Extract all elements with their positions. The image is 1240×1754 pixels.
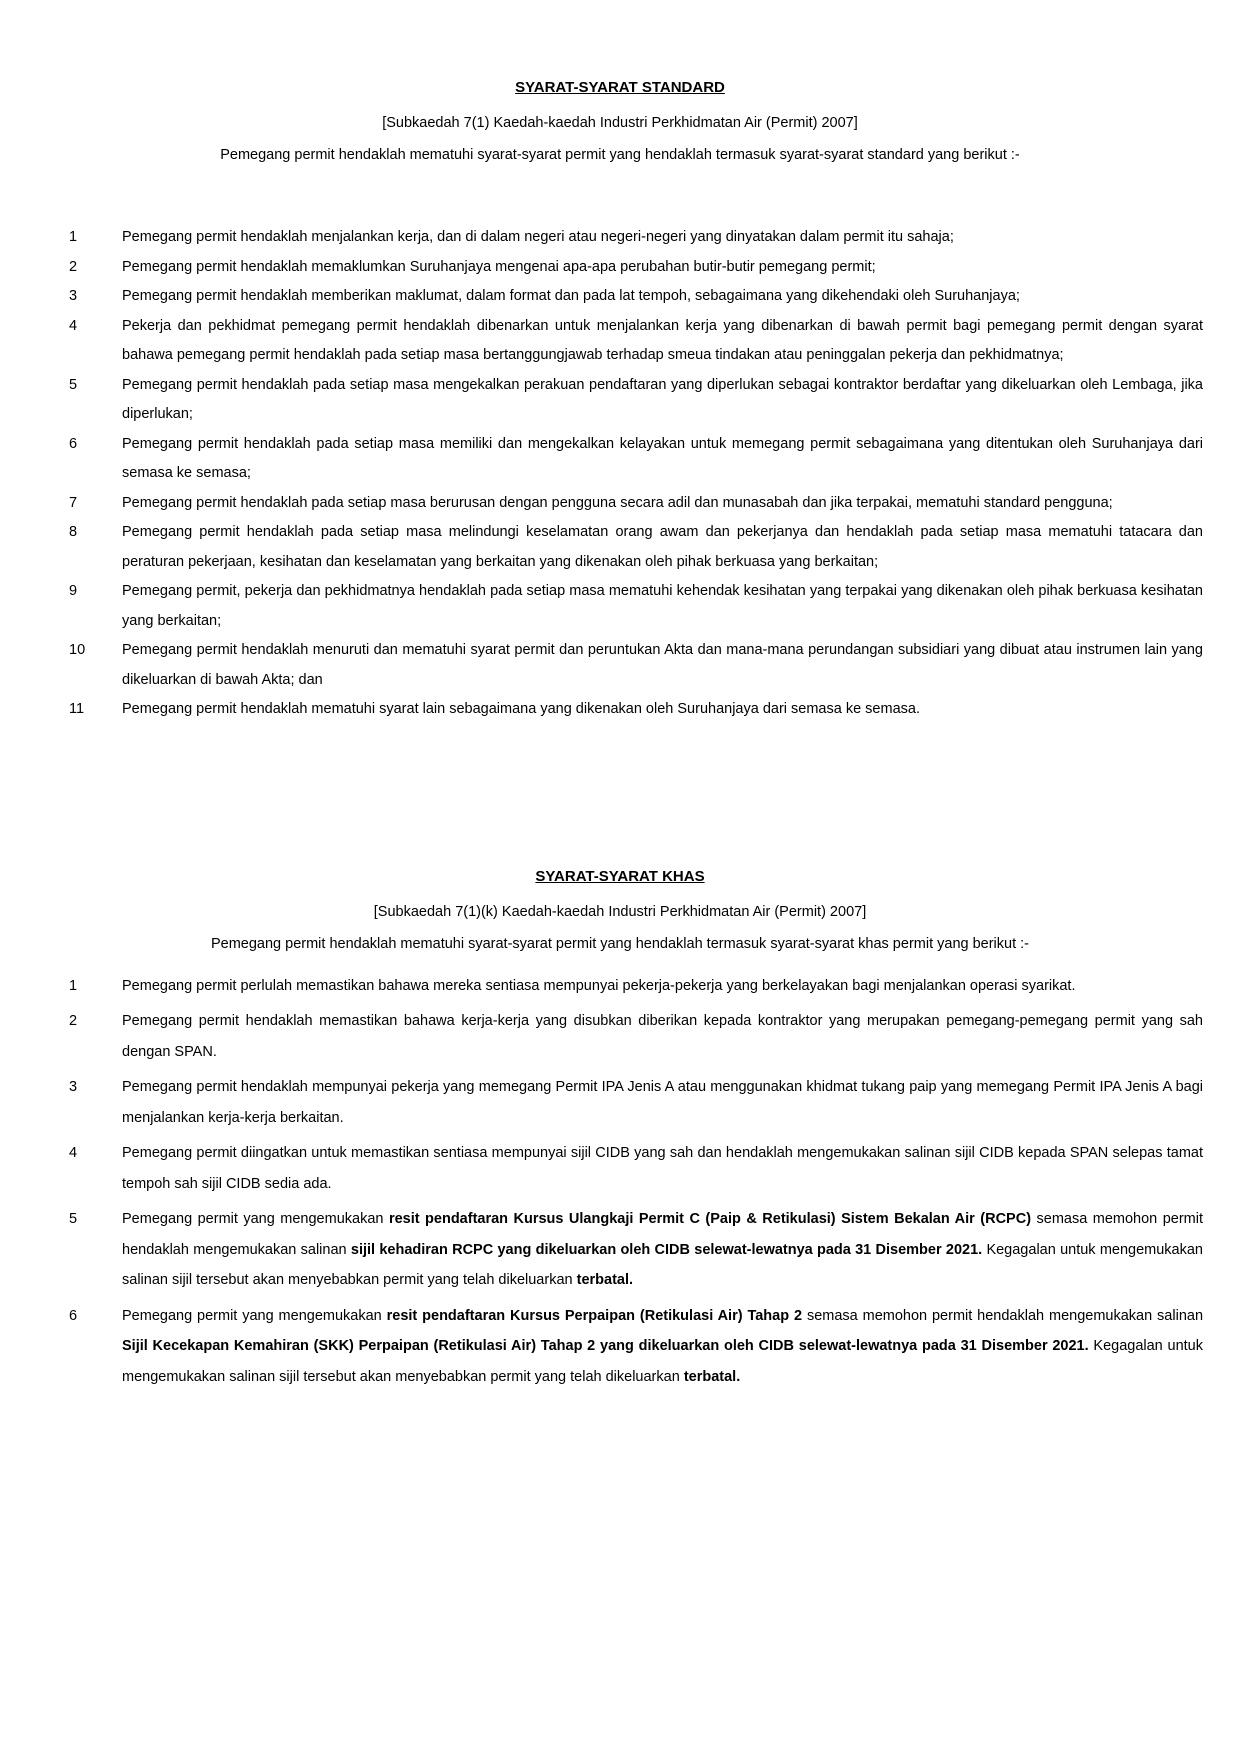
item-text (122, 223, 1203, 253)
section-title-khas: SYARAT-SYARAT KHAS (535, 867, 705, 885)
item-number: 7 (69, 494, 78, 511)
list-item (69, 1204, 1203, 1296)
item-text-bold-segment: resit pendaftaran Kursus Perpaipan (Retikulasi Air) Tahap 2 (386, 1307, 803, 1324)
list-item (69, 371, 1203, 430)
list-item (69, 695, 1203, 725)
item-number: 4 (69, 317, 78, 334)
item-text-segment: Pemegang permit hendaklah pada setiap masa memiliki dan mengekalkan kelayakan untuk memegang permit sebagaimana yang ditentukan oleh Suruhanjaya dari semasa ke semasa; (122, 435, 1203, 481)
item-text (122, 489, 1203, 519)
conditions-list-khas (69, 971, 1203, 1393)
list-item (69, 282, 1203, 312)
item-text-segment: Pemegang permit hendaklah pada setiap masa melindungi keselamatan orang awam dan pekerjanya dan hendaklah pada setiap masa mematuhi tatacara dan peraturan pekerjaan, kesihatan dan keselamatan yang berkaitan yang dikenakan oleh pihak berkuasa yang berkaitan; (122, 524, 1203, 570)
item-text-segment: Pemegang permit hendaklah menjalankan kerja, dan di dalam negeri atau negeri-negeri yang dinyatakan dalam permit itu sahaja; (122, 229, 954, 245)
item-text-bold-segment: resit pendaftaran Kursus Ulangkaji Permit C (Paip & Retikulasi) Sistem Bekalan Air (RCPC) (388, 1211, 1032, 1227)
list-item (69, 1301, 1203, 1393)
item-text-segment: Pekerja dan pekhidmat pemegang permit hendaklah dibenarkan untuk menjalankan kerja yang dibenarkan di bawah permit bagi pemegang permit dengan syarat bahawa pemegang permit hendaklah pada setiap masa bertanggungjawab terhadap smeua tindakan atau peninggalan pekerja dan pekhidmatnya; (122, 317, 1203, 363)
item-number: 11 (69, 701, 85, 717)
section-standard-conditions (0, 78, 1240, 725)
list-item (69, 636, 1203, 695)
item-text-bold-segment: sijil kehadiran RCPC yang dikeluarkan oleh CIDB selewat-lewatnya pada 31 Disember 2021. (350, 1241, 983, 1258)
item-text (122, 312, 1203, 371)
item-text (122, 1138, 1203, 1199)
list-item (69, 1072, 1203, 1133)
item-text (122, 1301, 1203, 1393)
list-item (69, 489, 1203, 519)
item-number: 4 (69, 1145, 78, 1161)
item-number: 10 (69, 642, 86, 658)
item-text (122, 518, 1203, 577)
item-number: 6 (69, 435, 78, 452)
item-number: 2 (69, 1013, 78, 1029)
item-number: 1 (69, 977, 78, 994)
list-item (69, 1138, 1203, 1199)
item-text-bold-segment: terbatal. (576, 1272, 634, 1288)
item-text-segment: Pemegang permit perlulah memastikan bahawa mereka sentiasa mempunyai pekerja-pekerja yang berkelayakan bagi menjalankan operasi syarikat. (122, 977, 1076, 994)
item-number: 2 (69, 258, 78, 275)
section-intro-standard: Pemegang permit hendaklah mematuhi syarat-syarat permit yang hendaklah termasuk syarat-syarat standard yang berikut :- (220, 147, 1020, 163)
item-text (122, 636, 1203, 695)
item-number: 1 (69, 229, 78, 245)
section-special-conditions (0, 867, 1240, 1393)
item-text (122, 695, 1203, 725)
item-text (122, 253, 1203, 283)
item-text-segment: Pemegang permit hendaklah menuruti dan mematuhi syarat permit dan peruntukan Akta dan mana-mana perundangan subsidiari yang dibuat atau instrumen lain yang dikeluarkan di bawah Akta; dan (122, 642, 1203, 688)
list-item (69, 577, 1203, 636)
item-text-segment: Pemegang permit diingatkan untuk memastikan sentiasa mempunyai sijil CIDB yang sah dan hendaklah mengemukakan salinan sijil CIDB kepada SPAN selepas tamat tempoh sah sijil CIDB sedia ada. (122, 1145, 1203, 1192)
item-number: 5 (69, 376, 78, 393)
item-text-segment: semasa memohon permit hendaklah mengemukakan salinan (802, 1307, 1204, 1324)
item-text (122, 971, 1203, 1002)
item-text-segment: Pemegang permit hendaklah pada setiap masa mengekalkan perakuan pendaftaran yang diperlukan sebagai kontraktor berdaftar yang dikeluarkan oleh Lembaga, jika diperlukan; (122, 376, 1203, 422)
item-text-segment: Pemegang permit hendaklah pada setiap masa berurusan dengan pengguna secara adil dan munasabah dan jika terpakai, mematuhi standard pengguna; (122, 494, 1113, 511)
item-text-segment: Pemegang permit, pekerja dan pekhidmatnya hendaklah pada setiap masa mematuhi kehendak kesihatan yang terpakai yang dikenakan oleh pihak berkuasa kesihatan yang berkaitan; (122, 583, 1203, 629)
item-text-segment: Pemegang permit yang mengemukakan (122, 1211, 389, 1227)
item-text-segment: Pemegang permit yang mengemukakan (122, 1307, 387, 1324)
section-subtitle-standard: [Subkaedah 7(1) Kaedah-kaedah Industri Perkhidmatan Air (Permit) 2007] (382, 115, 858, 131)
item-text (122, 430, 1203, 489)
section-intro-khas: Pemegang permit hendaklah mematuhi syarat-syarat permit yang hendaklah termasuk syarat-syarat khas permit yang berikut :- (210, 935, 1030, 952)
item-text-segment: Pemegang permit hendaklah mematuhi syarat lain sebagaimana yang dikenakan oleh Suruhanjaya dari semasa ke semasa. (122, 701, 920, 717)
item-text-bold-segment: terbatal. (683, 1368, 741, 1385)
item-text (122, 1204, 1203, 1296)
item-text-segment: Kegagalan untuk mengemukakan salinan sijil tersebut akan menyebabkan permit yang telah dikeluarkan (122, 1338, 1203, 1385)
list-item (69, 1006, 1203, 1067)
item-text-segment: Pemegang permit hendaklah mempunyai pekerja yang memegang Permit IPA Jenis A atau menggunakan khidmat tukang paip yang memegang Permit IPA Jenis A bagi menjalankan kerja-kerja berkaitan. (122, 1079, 1203, 1126)
item-text-segment: Kegagalan untuk mengemukakan salinan sijil tersebut akan menyebabkan permit yang telah dikeluarkan (122, 1241, 1203, 1288)
item-number: 3 (69, 1079, 78, 1095)
item-text-segment: Pemegang permit hendaklah memastikan bahawa kerja-kerja yang disubkan diberikan kepada kontraktor yang merupakan pemegang-pemegang permit yang sah dengan SPAN. (122, 1013, 1203, 1060)
item-text (122, 577, 1203, 636)
item-text-segment: Pemegang permit hendaklah memaklumkan Suruhanjaya mengenai apa-apa perubahan butir-butir pemegang permit; (122, 258, 876, 275)
section-subtitle-khas: [Subkaedah 7(1)(k) Kaedah-kaedah Industri Perkhidmatan Air (Permit) 2007] (373, 903, 867, 920)
list-item (69, 430, 1203, 489)
item-text-bold-segment: Sijil Kecekapan Kemahiran (SKK) Perpaipan (Retikulasi Air) Tahap 2 yang dikeluarkan oleh CIDB selewat-lewatnya pada 31 Disember 2021. (122, 1338, 1089, 1354)
list-item (69, 312, 1203, 371)
list-item (69, 518, 1203, 577)
item-text (122, 282, 1203, 312)
section-title-standard: SYARAT-SYARAT STANDARD (515, 79, 725, 96)
item-number: 8 (69, 524, 78, 540)
item-text (122, 1006, 1203, 1067)
item-number: 3 (69, 288, 78, 304)
conditions-list-standard (69, 223, 1203, 725)
list-item (69, 253, 1203, 283)
list-item (69, 223, 1203, 253)
item-text-segment: Pemegang permit hendaklah memberikan maklumat, dalam format dan pada lat tempoh, sebagaimana yang dikehendaki oleh Suruhanjaya; (122, 288, 1020, 304)
item-text-segment: semasa memohon permit hendaklah mengemukakan salinan (122, 1211, 1203, 1258)
item-number: 5 (69, 1211, 78, 1227)
item-text (122, 371, 1203, 430)
item-number: 9 (69, 583, 78, 599)
list-item (69, 971, 1203, 1002)
item-number: 6 (69, 1307, 78, 1324)
item-text (122, 1072, 1203, 1133)
